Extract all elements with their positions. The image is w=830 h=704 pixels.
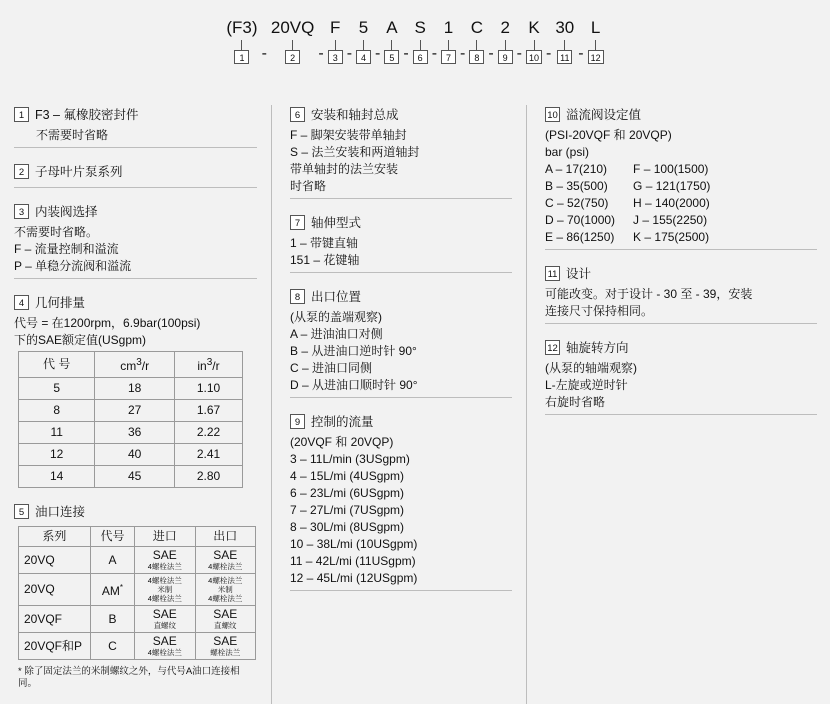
divider	[545, 249, 817, 250]
port-connection-table	[18, 526, 256, 660]
model-code-area	[0, 0, 830, 64]
cell-cm3r: 36	[95, 422, 175, 444]
cell-cm3r: 18	[95, 378, 175, 400]
code-num-11: 11	[557, 50, 572, 64]
cell-code: A	[90, 547, 134, 574]
cell-code: 12	[19, 444, 95, 466]
code-segment-1	[226, 18, 257, 64]
divider	[290, 272, 512, 273]
legend-column-2	[272, 105, 527, 704]
code-num-6: 6	[413, 50, 428, 64]
code-text-2: 20VQ	[270, 18, 315, 37]
legend-title-10: 溢流阀设定值	[566, 108, 642, 122]
code-segment-9	[498, 18, 513, 64]
legend-line: (PSI-20VQF 和 20VQP)	[545, 128, 672, 142]
code-stem-3	[335, 40, 336, 50]
legend-line: E – 86(1250)	[545, 230, 615, 244]
legend-title-2: 子母叶片泵系列	[35, 165, 123, 179]
legend-line: H – 140(2000)	[633, 196, 710, 210]
cell-inlet-sub: 4螺栓法兰 米制 4螺栓法兰	[147, 576, 182, 603]
relief-setting-right	[633, 161, 710, 246]
legend-block-12	[545, 338, 817, 415]
code-text-4: 5	[358, 18, 369, 37]
legend-line: 11 – 42L/mi (11USgpm)	[290, 554, 416, 568]
legend-line: A – 进油油口对侧	[290, 327, 383, 341]
cell-inlet-sub: 4螺栓法兰	[147, 562, 182, 571]
code-dash: -	[488, 45, 494, 62]
legend-line: 6 – 23L/mi (6USgpm)	[290, 486, 405, 500]
column-header-cm3r: $cm^3/r$	[95, 352, 175, 378]
legend-tag-7: 7	[290, 215, 305, 230]
legend-block-7	[290, 213, 512, 273]
legend-line: F – 100(1500)	[633, 162, 709, 176]
legend-title-1: F3 – 氟橡胶密封件	[35, 108, 139, 122]
divider	[14, 147, 257, 148]
cell-outlet-sub: 4螺栓法兰	[208, 562, 243, 571]
column-header-inlet: 进口	[135, 527, 195, 547]
table-row	[19, 547, 256, 574]
legend-line: 3 – 11L/min (3USgpm)	[290, 452, 410, 466]
code-num-2: 2	[285, 50, 300, 64]
legend-block-9	[290, 412, 512, 591]
code-segment-4	[356, 18, 371, 64]
legend-title-4: 几何排量	[35, 296, 86, 310]
cell-in3r: 1.67	[175, 400, 243, 422]
code-text-11: 30	[555, 18, 575, 37]
legend-columns	[0, 105, 830, 704]
code-num-8: 8	[469, 50, 484, 64]
code-num-12: 12	[588, 50, 604, 64]
code-num-1: 1	[234, 50, 249, 64]
legend-line: (从泵的轴端观察)	[545, 361, 637, 375]
legend-line: 1 – 带键直轴	[290, 236, 359, 250]
code-stem-7	[448, 40, 449, 50]
code-text-9: 2	[500, 18, 510, 37]
cell-outlet	[195, 574, 255, 606]
code-stem-2	[292, 40, 293, 50]
cell-code	[90, 574, 134, 606]
code-stem-5	[391, 40, 392, 50]
table-row	[19, 444, 243, 466]
code-segment-3	[328, 18, 343, 64]
column-header-outlet: 出口	[195, 527, 255, 547]
cell-in3r: 2.22	[175, 422, 243, 444]
table-row	[19, 606, 256, 633]
legend-block-6	[290, 105, 512, 199]
legend-line: S – 法兰安装和两道轴封	[290, 145, 420, 159]
legend-block-1	[14, 105, 257, 148]
cell-outlet-main: SAE	[213, 607, 238, 621]
cell-inlet-sub: 直螺纹	[153, 621, 177, 630]
code-segment-8	[469, 18, 484, 64]
code-segment-2	[271, 18, 314, 64]
cell-inlet-sub: 4螺栓法兰	[147, 648, 182, 657]
column-header-code: 代 号	[19, 352, 95, 378]
code-num-10: 10	[526, 50, 542, 64]
code-stem-8	[476, 40, 477, 50]
relief-setting-left	[545, 161, 615, 246]
column-header-series: 系列	[19, 527, 91, 547]
legend-line: J – 155(2250)	[633, 213, 708, 227]
legend-body-3	[14, 224, 257, 275]
legend-block-9-header	[290, 412, 512, 434]
cell-outlet-sub: 4螺栓法兰 米制 4螺栓法兰	[208, 576, 243, 603]
model-code-row	[226, 18, 603, 64]
code-dash: -	[261, 45, 267, 62]
code-stem-1	[241, 40, 242, 50]
code-segment-10	[526, 18, 542, 64]
legend-line: 下的SAE额定值(USgpm)	[14, 333, 147, 347]
divider	[290, 198, 512, 199]
cell-code: B	[90, 606, 134, 633]
legend-line: 时省略	[290, 179, 327, 193]
code-text-6: S	[414, 18, 426, 37]
legend-title-5: 油口连接	[35, 505, 86, 519]
cell-inlet	[135, 574, 195, 606]
divider	[14, 278, 257, 279]
legend-title-12: 轴旋转方向	[566, 341, 629, 355]
legend-body-8	[290, 309, 512, 394]
legend-line: L-左旋或逆时针	[545, 378, 628, 392]
legend-line: 不需要时省略	[36, 128, 109, 142]
legend-line: 代号 = 在1200rpm，6.9bar(100psi)	[14, 316, 201, 330]
cell-cm3r: 27	[95, 400, 175, 422]
code-text-12: L	[590, 18, 601, 37]
legend-title-3: 内装阀选择	[35, 205, 98, 219]
legend-tag-4: 4	[14, 295, 29, 310]
cell-in3r: 2.80	[175, 466, 243, 488]
code-segment-5	[384, 18, 399, 64]
column-header-in3r: $in^3/r$	[175, 352, 243, 378]
cell-outlet-main: SAE	[213, 634, 238, 648]
cell-series: 20VQ	[19, 574, 91, 606]
legend-block-5-header	[14, 502, 257, 524]
cell-code-text: AM	[101, 584, 120, 598]
legend-line: G – 121(1750)	[633, 179, 711, 193]
relief-setting-list	[545, 161, 817, 246]
table-row	[19, 633, 256, 660]
legend-line: F – 脚架安装带单轴封	[290, 128, 407, 142]
code-num-7: 7	[441, 50, 456, 64]
code-dash: -	[460, 45, 466, 62]
legend-block-10-header	[545, 105, 817, 127]
legend-title-8: 出口位置	[311, 290, 362, 304]
code-num-3: 3	[328, 50, 343, 64]
legend-line: B – 从进油口逆时针 90°	[290, 344, 417, 358]
legend-block-4-header	[14, 293, 257, 315]
divider	[290, 397, 512, 398]
cell-outlet-main: SAE	[213, 548, 238, 562]
legend-line: bar (psi)	[545, 145, 590, 159]
divider	[290, 590, 512, 591]
port-table-footnote: * 除了固定法兰的米制螺纹之外，与代号A油口连接相同。	[18, 666, 240, 689]
code-stem-12	[595, 40, 596, 50]
legend-line: 4 – 15L/mi (4USgpm)	[290, 469, 405, 483]
legend-title-6: 安装和轴封总成	[311, 108, 399, 122]
legend-body-7	[290, 235, 512, 269]
legend-line: D – 70(1000)	[545, 213, 616, 227]
code-stem-10	[534, 40, 535, 50]
cell-code: 11	[19, 422, 95, 444]
code-dash: -	[431, 45, 438, 62]
legend-body-1	[14, 127, 257, 144]
legend-line: (从泵的盖端观察)	[290, 310, 382, 324]
code-stem-6	[420, 40, 421, 50]
code-dash: -	[346, 45, 353, 62]
legend-line: C – 进油口同侧	[290, 361, 373, 375]
legend-block-8	[290, 287, 512, 398]
legend-block-1-header	[14, 105, 257, 127]
legend-line: P – 单稳分流阀和溢流	[14, 259, 132, 273]
table-row	[19, 422, 243, 444]
table-row	[19, 574, 256, 606]
code-segment-7	[441, 18, 456, 64]
cell-inlet-main: SAE	[152, 548, 177, 562]
divider	[14, 187, 257, 188]
legend-block-12-header	[545, 338, 817, 360]
legend-tag-12: 12	[545, 340, 560, 355]
legend-block-8-header	[290, 287, 512, 309]
cell-inlet	[135, 606, 195, 633]
legend-title-11: 设计	[566, 267, 592, 281]
cell-outlet	[195, 606, 255, 633]
legend-tag-3: 3	[14, 204, 29, 219]
table-row	[19, 400, 243, 422]
column-header-code: 代号	[90, 527, 134, 547]
cell-cm3r: 40	[95, 444, 175, 466]
legend-line: 8 – 30L/mi (8USgpm)	[290, 520, 405, 534]
code-text-8: C	[470, 18, 483, 37]
legend-block-2-header	[14, 162, 257, 184]
legend-tag-8: 8	[290, 289, 305, 304]
cell-inlet-main: SAE	[152, 634, 177, 648]
legend-block-5	[14, 502, 257, 690]
legend-tag-5: 5	[14, 504, 29, 519]
code-dash: -	[403, 45, 409, 62]
code-text-1: (F3)	[226, 18, 258, 37]
cell-outlet	[195, 633, 255, 660]
legend-body-4	[14, 315, 257, 349]
cell-in3r: 2.41	[175, 444, 243, 466]
code-dash: -	[375, 45, 381, 62]
code-stem-9	[505, 40, 506, 50]
legend-body-11	[545, 286, 817, 320]
code-segment-11	[555, 18, 574, 64]
cell-code: C	[90, 633, 134, 660]
legend-line: 右旋时省略	[545, 395, 606, 409]
divider	[545, 323, 817, 324]
cell-series: 20VQF和P	[19, 633, 91, 660]
legend-tag-10: 10	[545, 107, 560, 122]
legend-block-11	[545, 264, 817, 324]
cell-in3r: 1.10	[175, 378, 243, 400]
code-dash: -	[516, 45, 522, 62]
divider	[545, 414, 817, 415]
legend-line: K – 175(2500)	[633, 230, 710, 244]
code-stem-11	[564, 40, 565, 50]
displacement-table	[18, 351, 243, 488]
legend-block-6-header	[290, 105, 512, 127]
cell-inlet	[135, 633, 195, 660]
code-text-5: A	[386, 18, 398, 37]
legend-line: 12 – 45L/mi (12USgpm)	[290, 571, 418, 585]
cell-code: 5	[19, 378, 95, 400]
legend-block-2	[14, 162, 257, 188]
legend-line: B – 35(500)	[545, 179, 608, 193]
legend-body-6	[290, 127, 512, 195]
legend-block-10	[545, 105, 817, 250]
cell-outlet	[195, 547, 255, 574]
legend-title-7: 轴伸型式	[311, 216, 362, 230]
legend-block-11-header	[545, 264, 817, 286]
legend-line: 7 – 27L/mi (7USgpm)	[290, 503, 405, 517]
cell-cm3r: 45	[95, 466, 175, 488]
cell-series: 20VQ	[19, 547, 91, 574]
cell-outlet-sub: 直螺纹	[214, 621, 237, 630]
legend-block-3-header	[14, 202, 257, 224]
legend-line: 连接尺寸保持相同。	[545, 304, 654, 318]
code-segment-6	[413, 18, 428, 64]
legend-block-4	[14, 293, 257, 488]
legend-tag-2: 2	[14, 164, 29, 179]
legend-line: 不需要时省略。	[14, 225, 99, 239]
code-num-5: 5	[384, 50, 399, 64]
legend-line: F – 流量控制和溢流	[14, 242, 119, 256]
code-text-3: F	[330, 18, 341, 37]
legend-column-1	[14, 105, 272, 704]
cell-code: 8	[19, 400, 95, 422]
legend-line: 可能改变。对于设计 - 30 至 - 39，安装	[545, 287, 753, 301]
legend-body-12	[545, 360, 817, 411]
cell-outlet-sub: 螺栓法兰	[210, 648, 241, 657]
code-dash: -	[318, 45, 324, 62]
code-num-9: 9	[498, 50, 513, 64]
code-text-10: K	[528, 18, 540, 37]
cell-code: 14	[19, 466, 95, 488]
legend-line: 10 – 38L/mi (10USgpm)	[290, 537, 418, 551]
cell-series: 20VQF	[19, 606, 91, 633]
legend-line: A – 17(210)	[545, 162, 608, 176]
cell-inlet-main: SAE	[152, 607, 177, 621]
cell-code-superscript: *	[119, 583, 123, 592]
legend-title-9: 控制的流量	[311, 415, 374, 429]
legend-line: (20VQF 和 20VQP)	[290, 435, 394, 449]
legend-body-10	[545, 127, 817, 246]
table-header-row	[19, 352, 243, 378]
cell-inlet	[135, 547, 195, 574]
table-header-row	[19, 527, 256, 547]
table-row	[19, 466, 243, 488]
legend-column-3	[527, 105, 817, 704]
legend-tag-11: 11	[545, 266, 560, 281]
legend-tag-1: 1	[14, 107, 29, 122]
legend-tag-6: 6	[290, 107, 305, 122]
code-dash: -	[578, 45, 584, 62]
table-row	[19, 378, 243, 400]
legend-tag-9: 9	[290, 414, 305, 429]
legend-line: C – 52(750)	[545, 196, 609, 210]
code-text-7: 1	[443, 18, 454, 37]
legend-block-7-header	[290, 213, 512, 235]
code-stem-4	[363, 40, 364, 50]
legend-line: 带单轴封的法兰安装	[290, 162, 399, 176]
code-num-4: 4	[356, 50, 371, 64]
legend-line: 151 – 花键轴	[290, 253, 360, 267]
legend-body-9	[290, 434, 512, 587]
legend-block-3	[14, 202, 257, 279]
legend-line: D – 从进油口顺时针 90°	[290, 378, 418, 392]
code-dash: -	[546, 45, 552, 62]
code-segment-12	[588, 18, 604, 64]
